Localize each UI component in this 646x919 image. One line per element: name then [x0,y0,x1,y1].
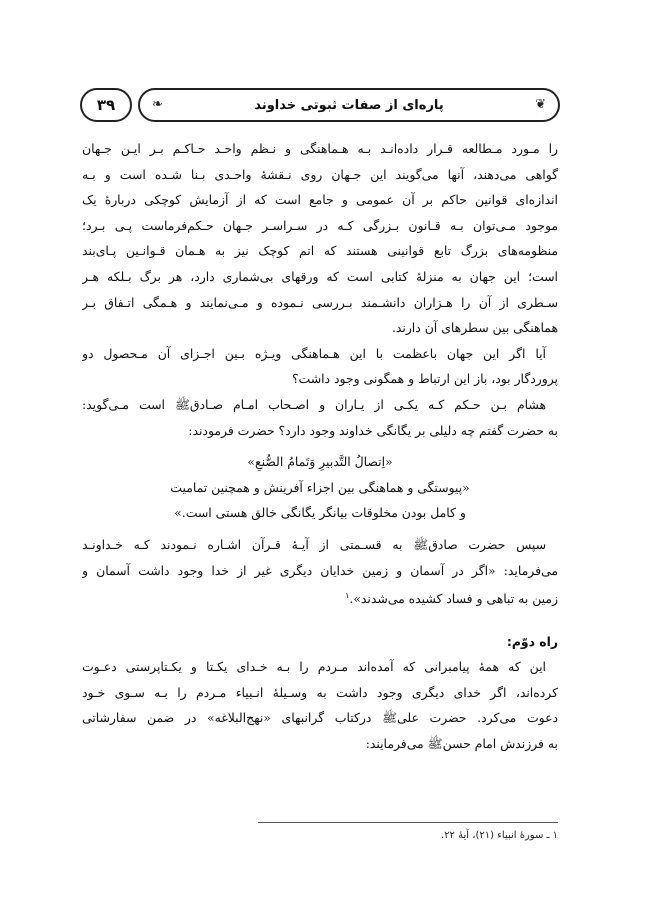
running-title: پاره‌ای از صفات ثبوتی خداوند [254,97,444,113]
section-heading: راه دوّم: [506,633,558,649]
text-line: سپس حضرت صادق‌ﷺ به قسـمتی از آیـهٔ قـرآن اشـاره نـمودند کـه خـداونـد [82,536,546,552]
text-line: است؛ این جهان به منزلهٔ کتابی است که ورقهای بی‌شماری دارد، هر برگ بـلکه هـر [82,268,558,284]
page-number: ۳۹ [96,96,116,114]
body-text [82,136,558,757]
text-line: پروردگار بود، باز این ارتباط و همگونی وجود داشت؟ [291,371,558,387]
text-line [82,583,558,609]
hadith-translation-line: و کامل بودن مخلوقات بیانگر یگانگی خالق هستی است.» [174,505,466,521]
text-line: هشام بـن حـکم کـه یکـی از یـاران و اصـحاب امـام صـادق‌ﷺ است مـی‌گوید: [82,396,546,412]
text-line: سـطری از آن را هـزاران دانشـمند بـررسی نـموده و مـی‌نمایند و هـمگی اتـفاق بـر [82,294,558,310]
text-line: آیا اگر این جهان باعظمت با این هـماهنگی ویـژه بـین اجـزای آن مـحصول دو [82,345,546,361]
text-line: کرده‌اند، اگر خدای دیگری وجود داشت به وسـیلهٔ انـبیاء مـردم را بـه سـوی خـود [82,684,558,700]
footnote-divider [258,822,558,823]
text-line: می‌فرماید: «اگر در آسمان و زمین خدایان دیگری غیر از خدا وجود داشت آسمان و [82,562,558,578]
text-line: این که همهٔ پیامبرانی که آمده‌اند مـردم را بـه خـدای یکـتا و یکـتاپرستی دعـوت [82,659,546,675]
text-line: دعوت می‌کرد. حضرت علی‌ﷺ درکتاب گرانبهای «نهج‌البلاغه» در ضمن سفارشاتی [82,710,558,726]
text-line: اندازه‌ای قوانین حاکم بر آن عمومی و جامع است که از آزمایش کوچکی دربارهٔ یک [82,192,558,208]
text-line: به فرزندش امام حسن‌ﷺ می‌فرمایند: [365,736,558,752]
text-line: موجود مـی‌توان بـه قـانون بـزرگی کـه در سـراسـر جـهان حـکم‌فرماست پـی بـرد؛ [82,217,558,233]
text-line: منظومه‌های بزرگ تابع قوانینی هستند که اتم کوچک نیز به هـمان قـوانـین پـای‌بند [82,243,558,259]
page-number-box [80,88,132,122]
text-line: هماهنگی بین سطرهای آن دارند. [391,320,558,336]
running-title-box [138,88,560,122]
hadith-translation-line: «پیوستگی و هماهنگی بین اجزاء آفرینش و همچنین تمامیت [170,479,470,495]
hadith-arabic: «اِتصالُ التَّدبیرِ وَتَمامُ الصُّنعِ» [247,454,393,470]
ornament-left-icon: ❧ [152,97,163,112]
text-line: گواهی می‌دهند، آنها می‌گویند این جـهان روی نـقشهٔ واحـدی بـنا شـده است و بـه [82,166,558,182]
text-span: زمین به تباهی و فساد کشیده می‌شدند». [349,591,558,607]
page-header [80,88,560,122]
text-line: به حضرت گفتم چه دلیلی بر یگانگی خداوند وجود دارد؟ حضرت فرمودند: [188,422,558,438]
ornament-right-icon: ❦ [535,97,546,112]
footnote-marker: ١ [345,591,350,601]
footnote: ١ ـ سورهٔ انبیاء (٢١)، آیهٔ ٢٢. [441,830,558,841]
text-line: را مـورد مـطالعه قـرار داده‌انـد بـه هـماهنگی و نـظم واحـد حـاکـم بـر ایـن جـهان [82,141,558,156]
